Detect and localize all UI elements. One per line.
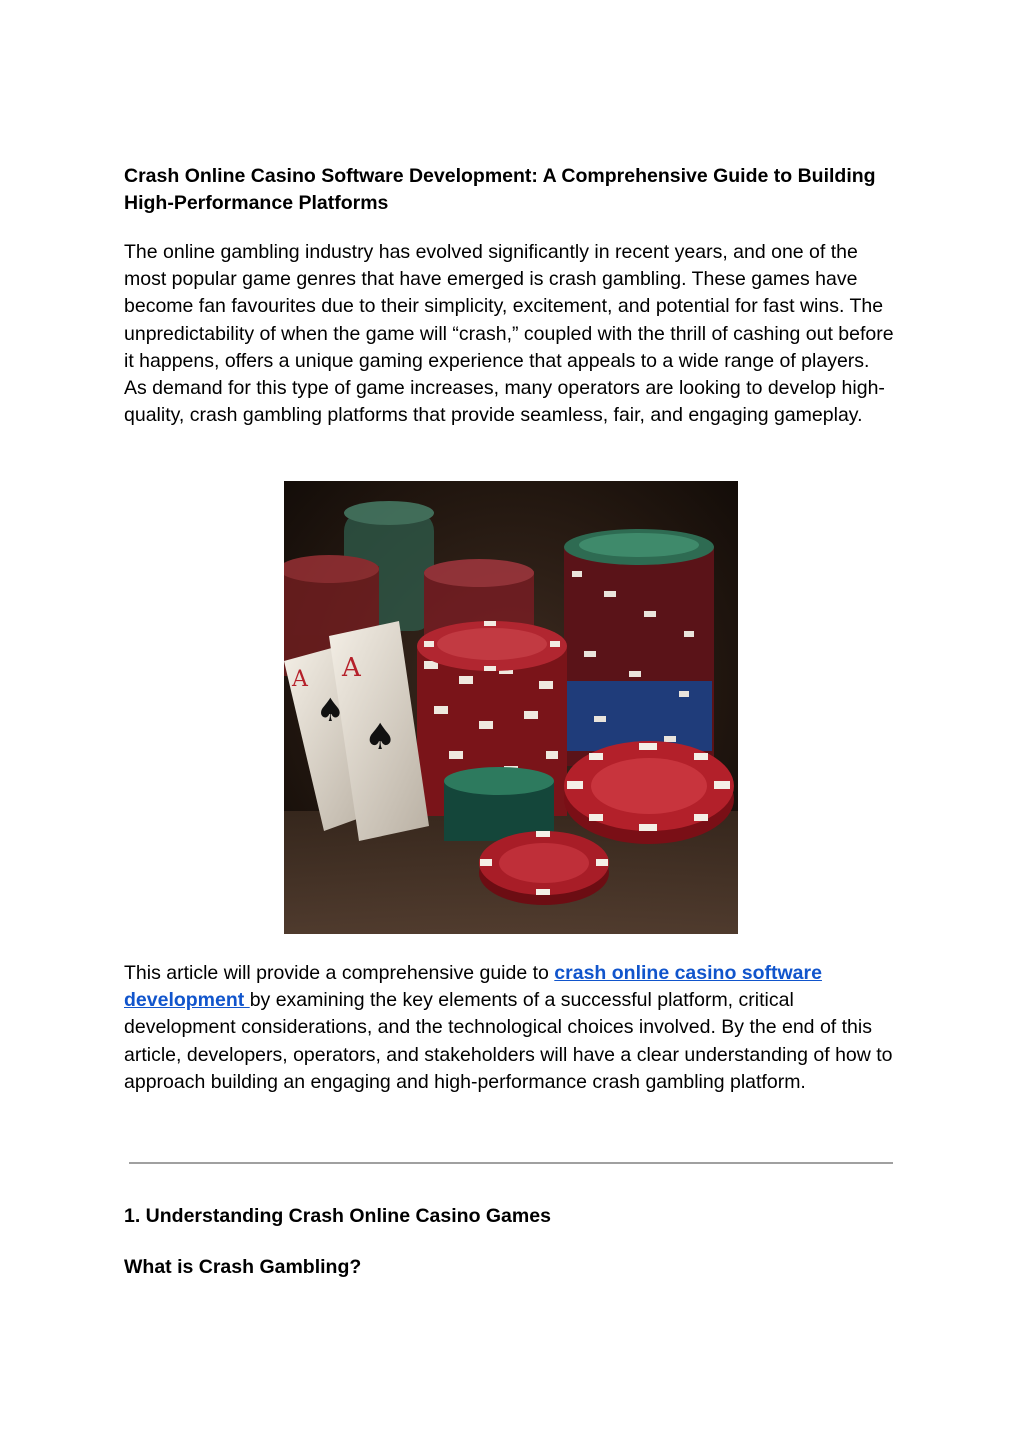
guide-paragraph [124,960,894,1096]
section-heading: 1. Understanding Crash Online Casino Games [124,1205,551,1227]
svg-text:♠: ♠ [364,717,397,758]
guide-text-after: by examining the key elements of a successful platform, critical development considerations, and the technological choices involved. By the end of this article, developers, operators, and stakeholders will have a clear understanding of how to approach building an engaging and high-performance crash gambling platform. [124,989,893,1093]
svg-text:♠: ♠ [316,691,345,729]
subsection-heading: What is Crash Gambling? [124,1256,362,1278]
article-title: Crash Online Casino Software Development: A Comprehensive Guide to Building High-Performance Platforms [124,165,876,214]
svg-text:A: A [342,653,361,683]
svg-text:A: A [292,667,308,692]
intro-paragraph: The online gambling industry has evolved significantly in recent years, and one of the most popular game genres that have emerged is crash gambling. These games have become fan favourites due to their simplicity, excitement, and potential for fast wins. The unpredictability of when the game will “crash,” coupled with the thrill of cashing out before it happens, offers a unique gaming experience that appeals to a wide range of players. As demand for this type of game increases, many operators are looking to develop high-quality, crash gambling platforms that provide seamless, fair, and engaging gameplay. [124,241,894,427]
guide-text-before: This article will provide a comprehensive guide to [124,962,555,984]
horizontal-divider [129,1162,893,1164]
crash-casino-software-link[interactable]: crash online casino software development [124,962,822,1012]
casino-chips-cards-image [284,481,738,934]
